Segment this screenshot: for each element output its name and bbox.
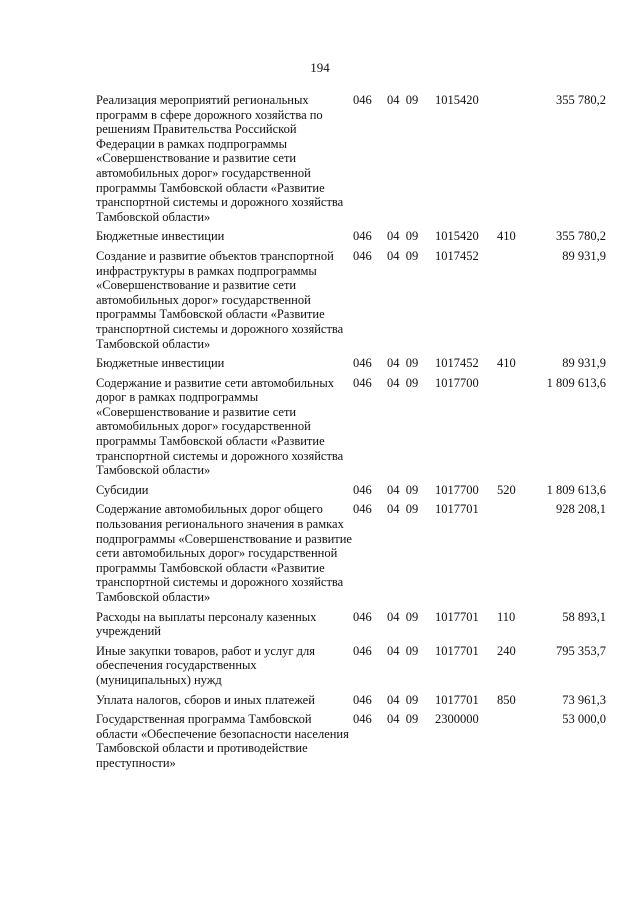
row-gr-code: 046 xyxy=(353,712,372,727)
row-expense-code: 240 xyxy=(497,643,516,658)
row-name: Государственная программа Тамбовской области «Обеспечение безопасности населения Тамбовской области и противодействие преступности» xyxy=(96,712,349,770)
row-target-code: 1017701 xyxy=(435,609,479,624)
table-row xyxy=(96,644,606,693)
row-expense-code xyxy=(497,249,531,356)
row-name: Расходы на выплаты персоналу казенных учреждений xyxy=(96,609,317,639)
row-expense-code xyxy=(497,712,531,775)
row-target-code: 1015420 xyxy=(435,93,479,107)
row-section-code: 04 09 xyxy=(387,692,419,707)
row-expense-code: 410 xyxy=(497,229,516,244)
row-target-code: 1017701 xyxy=(435,643,479,658)
row-name: Содержание и развитие сети автомобильных дорог в рамках подпрограммы «Совершенствование и развитие сети автомобильных дорог» государственной программы Тамбовской области «Развитие транспортной системы и дорожного хозяйства Тамбовской области» xyxy=(96,375,344,478)
row-section-code: 04 09 xyxy=(387,93,419,107)
row-amount: 53 000,0 xyxy=(562,712,606,727)
row-name: Иные закупки товаров, работ и услуг для обеспечения государственных (муниципальных) нужд xyxy=(96,643,316,687)
table-row xyxy=(96,693,606,713)
row-expense-code: 850 xyxy=(497,692,516,707)
row-target-code: 1017452 xyxy=(435,356,479,371)
row-amount: 355 780,2 xyxy=(556,93,606,107)
row-expense-code xyxy=(497,376,531,483)
row-section-code: 04 09 xyxy=(387,229,419,244)
row-section-code: 04 09 xyxy=(387,248,419,263)
row-section-code: 04 09 xyxy=(387,482,419,497)
row-name: Бюджетные инвестиции xyxy=(96,356,225,371)
row-section-code: 04 09 xyxy=(387,375,419,390)
row-name: Бюджетные инвестиции xyxy=(96,229,225,244)
row-expense-code: 410 xyxy=(497,356,516,371)
row-section-code: 04 09 xyxy=(387,502,419,517)
row-amount: 58 893,1 xyxy=(562,609,606,624)
row-name: Уплата налогов, сборов и иных платежей xyxy=(96,692,315,707)
row-name: Содержание автомобильных дорог общего пользования регионального значения в рамках подпрограммы «Совершенствование и развитие сети автомобильных дорог» государственной программы Тамбовской области «Развитие транспортной системы и дорожного хозяйства Тамбовской области» xyxy=(96,502,352,604)
row-target-code: 1017701 xyxy=(435,502,479,517)
page-number: 194 xyxy=(310,60,330,75)
row-gr-code: 046 xyxy=(353,482,372,497)
table-row xyxy=(96,249,606,356)
row-section-code: 04 09 xyxy=(387,609,419,624)
table-row xyxy=(96,93,606,229)
row-amount: 89 931,9 xyxy=(562,248,606,263)
row-amount: 1 809 613,6 xyxy=(546,375,606,390)
row-target-code: 1017701 xyxy=(435,692,479,707)
table-row xyxy=(96,712,606,775)
row-expense-code: 520 xyxy=(497,482,516,497)
row-gr-code: 046 xyxy=(353,692,372,707)
row-gr-code: 046 xyxy=(353,502,372,517)
table-row xyxy=(96,610,606,644)
table-row xyxy=(96,229,606,249)
row-amount: 928 208,1 xyxy=(556,502,606,517)
row-gr-code: 046 xyxy=(353,375,372,390)
row-name: Реализация мероприятий региональных программ в сфере дорожного хозяйства по решениям Правительства Российской Федерации в рамках подпрограммы «Совершенствование и развитие сети автомобильных дорог» государственной программы Тамбовской области «Развитие транспортной системы и дорожного хозяйства Тамбовской области» xyxy=(96,93,344,224)
row-gr-code: 046 xyxy=(353,248,372,263)
row-target-code: 1017452 xyxy=(435,248,479,263)
table-row xyxy=(96,356,606,376)
row-gr-code: 046 xyxy=(353,356,372,371)
budget-table xyxy=(96,93,606,776)
row-gr-code: 046 xyxy=(353,93,372,107)
row-amount: 355 780,2 xyxy=(556,229,606,244)
row-expense-code: 110 xyxy=(497,609,516,624)
row-gr-code: 046 xyxy=(353,609,372,624)
table-row xyxy=(96,502,606,609)
row-target-code: 1017700 xyxy=(435,375,479,390)
row-target-code: 2300000 xyxy=(435,712,479,727)
row-amount: 73 961,3 xyxy=(562,692,606,707)
row-name: Субсидии xyxy=(96,482,149,497)
row-target-code: 1017700 xyxy=(435,482,479,497)
row-section-code: 04 09 xyxy=(387,643,419,658)
row-amount: 795 353,7 xyxy=(556,643,606,658)
row-amount: 89 931,9 xyxy=(562,356,606,371)
budget-table-body xyxy=(96,93,606,776)
row-section-code: 04 09 xyxy=(387,356,419,371)
row-gr-code: 046 xyxy=(353,229,372,244)
table-row xyxy=(96,376,606,483)
row-expense-code xyxy=(497,502,531,609)
row-amount: 1 809 613,6 xyxy=(546,482,606,497)
row-target-code: 1015420 xyxy=(435,229,479,244)
table-row xyxy=(96,483,606,503)
row-expense-code xyxy=(497,93,531,229)
row-section-code: 04 09 xyxy=(387,712,419,727)
row-gr-code: 046 xyxy=(353,643,372,658)
row-name: Создание и развитие объектов транспортной инфраструктуры в рамках подпрограммы «Совершенствование и развитие сети автомобильных дорог» государственной программы Тамбовской области «Развитие транспортной системы и дорожного хозяйства Тамбовской области» xyxy=(96,248,344,351)
